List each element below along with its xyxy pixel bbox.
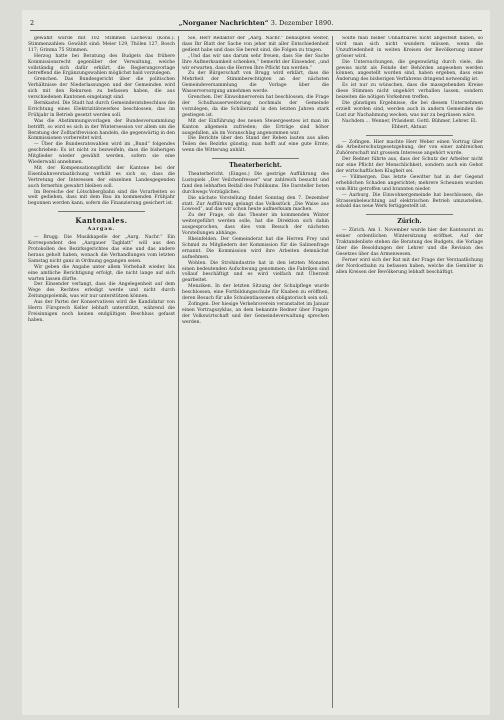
article-paragraph: Sollte man bisher Unhaltbares nicht abgestellt haben, so wird man sich nicht wundern müssen, wenn die Unzufriedenheit in weiten Kreisen der Bevölkerung immer grösser wird.	[336, 36, 483, 59]
section-separator	[366, 135, 453, 136]
article-paragraph: Herzog hatte bei Beratung des Budgets das frühere Kommissionsrecht gegenüber der Verwaltung, welche vollständig sich dafür erklärt, die Regierungsvorlage betreffend die Ergänzungswahlen möglichst bald vorzulegen.	[28, 53, 175, 77]
section-title: Kantonales.	[75, 216, 128, 226]
article-paragraph: Die Untersuchungen, die gegenwärtig durch viele, die gewiss nicht als Feinde der Behörden angesehen werden können, angestellt worden sind, haben ergeben, dass eine Änderung des bisherigen Verfahrens dringend notwendig ist.	[336, 59, 483, 83]
article-paragraph: — Villmergen. Das letzte Gewitter hat in der Gegend erheblichen Schaden angerichtet; mehrere Scheunen wurden vom Blitz getroffen und brannten nieder.	[336, 174, 483, 192]
article-paragraph: — Brugg. Die Musikkapelle der „Aarg. Nachr.“ Ein Korrespondent des „Aargauer Tagblatt“ will aus den Protokollen des Bezirksgerichtes das eine und das andere heraus geholt haben, wonach die Verhandlungen vom letzten Samstag nicht ganz in Ordnung gegangen seien.	[28, 235, 175, 264]
page-header	[30, 16, 482, 31]
article-paragraph: Zu der Bürgerschaft von Brugg wird erklärt, dass die Mehrheit der Stimmberechtigten an der nächsten Gemeindeversammlung die Vorlage über die Wasserversorgung annehmen werde.	[182, 71, 329, 95]
article-paragraph: Grenchen. Der Einwohnerverein hat beschlossen, die Frage der Schulhauserweiterung nochmals der Gemeinde vorzulegen, da die Schülerzahl in den letzten Jahren stark gestiegen ist.	[182, 95, 329, 118]
section-separator	[212, 158, 299, 159]
section-separator	[366, 214, 453, 215]
article-paragraph: Die günstigen Ergebnisse, die bei diesem Unternehmen erzielt worden sind, werden auch in andern Gemeinden die Lust zur Nachahmung wecken, was nur zu begrüssen wäre.	[336, 100, 483, 118]
newspaper-page	[22, 10, 490, 715]
masthead	[30, 16, 482, 30]
article-paragraph: Grenchen. Das Bundesgericht über die politischen Verhältnisse der Niederlassungen und der Gemeinden wird sich mit den Rekursen zu befassen haben, die aus verschiedenen Kantonen eingelangt sind.	[28, 77, 175, 101]
article-paragraph: Sie, Herr Redaktor der „Aarg. Nachr.“ behaupten weiter, dass Ihr Blatt der Sache von jeher mit aller Entschiedenheit gedient habe und dass Sie bereit sind, die Folgen zu tragen.	[182, 36, 329, 53]
article-paragraph: Zofingen. Der hiesige Verkehrsverein veranstaltet im Januar einen Vortragszyklus, an dem bekannte Redner über Fragen der Volkswirtschaft und der Gemeindeverwaltung sprechen werden.	[182, 301, 329, 325]
article-paragraph: Mit der Einführung des neuen Steuergesetzes ist man im Kanton allgemein zufrieden; die Erträge sind höher ausgefallen, als im Voranschlag angenommen war.	[182, 118, 329, 136]
article-paragraph: Theaterbericht. (Einges.) Die gestrige Aufführung des Lustspiels „Der Veilchenfresser“ war zahlreich besucht und fand den lebhaften Beifall des Publikums. Die Darsteller boten durchwegs Vorzügliches.	[182, 172, 329, 195]
column-divider	[178, 36, 179, 708]
article-paragraph: Der Einsender verlangt, dass die Angelegenheit auf dem Wege des Rechtes erledigt werde und nicht durch Zeitungspolemik, was wir nur unterstützen können.	[28, 282, 175, 300]
article-paragraph: Ferner wird sich der Rat mit der Frage der Verstaatlichung der Nordostbahn zu befassen haben, welche die Gemüter in allen Kreisen der Bevölkerung lebhaft beschäftigt.	[336, 257, 483, 275]
article-paragraph: Mit der Kompensationspflicht der Kantone bei der Eisenbahnverstaatlichung verhält es sich so, dass die Vertretung der Interessen der einzelnen Landesgegenden auch fernerhin gewahrt bleiben soll.	[28, 165, 175, 189]
article-paragraph: „Und das wir uns darum sehr freuen, dass Sie der Sache Ihre Aufmerksamkeit schenken,“ bemerkt der Einsender, „und wir erwarten, dass die Herren Ihre Pflicht tun werden.“	[182, 53, 329, 71]
article-paragraph: Aus der Partei der Konservativen wird die Kandidatur von Herrn Fürsprech Keller lebhaft unterstützt, während die Freisinnigen noch keinen endgültigen Beschluss gefasst haben.	[28, 300, 175, 323]
sub-section-title: Theaterbericht.	[229, 162, 282, 170]
article-paragraph: Im Bereiche der Lötschbergbahn sind die Vorarbeiten so weit gediehen, dass mit dem Bau im kommenden Frühjahr begonnen werden kann, sofern die Finanzierung gesichert ist.	[28, 189, 175, 207]
article-paragraph: — Zürich. Am 1. November wurde hier der Kantonsrat zu seiner ordentlichen Wintersitzung eröffnet. Auf der Traktandenliste stehen die Beratung des Budgets, die Vorlage über die Besoldungen der Lehrer und die Revision des Gesetzes über das Armenwesen.	[336, 228, 483, 257]
sub-section-title: Zürich.	[397, 218, 422, 226]
column-divider	[332, 36, 333, 708]
article-paragraph: Menziken. In der letzten Sitzung der Schulpflege wurde beschlossen, eine Fortbildungsschule für Knaben zu eröffnen, deren Besuch für alle Schulentlassenen obligatorisch sein soll.	[182, 284, 329, 302]
article-paragraph: Was die Abstimmungsvorlagen der Bundesversammlung betrifft, so wird es sich in der Wintersession vor allem um die Beratung der Zolltarifrevision handeln, die gegenwärtig in den Kommissionen vorbereitet wird.	[28, 118, 175, 142]
article-paragraph: — Über die Bundesratswahlen wird im „Bund“ folgendes geschrieben: Es ist nicht zu bezweifeln, dass die bisherigen Mitglieder wieder gewählt werden, sofern sie eine Wiederwahl annehmen.	[28, 142, 175, 166]
article-paragraph: gewählt wurde mit 102 Stimmen Lacheval (Kons.). Stimmenzahlen: Gewählt sind: Meier 129, Thölen 127, Bosch 117; Grinma 75 Stimmen.	[28, 36, 175, 53]
article-paragraph: Es ist nur zu wünschen, dass die massgebenden Kreise diese Stimmen nicht ungehört verhallen lassen, sondern beizeiten die nötigen Vorkehren treffen.	[336, 83, 483, 101]
article-paragraph: Bernkastel. Die Stadt hat durch Gemeinderatsbeschluss die Errichtung eines Elektrizitätswerkes beschlossen, das im Frühjahr in Betrieb gesetzt werden soll.	[28, 100, 175, 118]
article-paragraph: Die Berichte über den Stand der Reben lauten aus allen Teilen des Bezirks günstig; man hofft auf eine gute Ernte, wenn die Witterung anhält.	[182, 136, 329, 154]
article-paragraph: Zu der Frage, ob das Theater im kommenden Winter weitergeführt werden solle, hat die Direktion sich dahin ausgesprochen, dass dies vom Besuch der nächsten Vorstellungen abhänge.	[182, 213, 329, 237]
column-2	[182, 36, 329, 708]
article-paragraph: Wir geben die Angabe unter allem Vorbehalt wieder, bis eine amtliche Berichtigung erfolgt, die nicht lange auf sich warten lassen dürfte.	[28, 264, 175, 282]
signature-line: Nachdem ... Wenner, Präsident. Gottl. Bühmer, Lehrer. El. Ebbert, Aktuar.	[341, 118, 478, 130]
masthead-title: „Norganer Nachrichten“	[178, 19, 269, 27]
section-dateline: Aargau.	[87, 226, 116, 233]
page-number: 2	[30, 19, 35, 27]
column-3	[336, 36, 483, 708]
issue-date: 3. Dezember 1890.	[270, 19, 334, 27]
article-paragraph: Wohlen. Die Strohindustrie hat in den letzten Monaten einen bedeutenden Aufschwung genommen; die Fabriken sind vollauf beschäftigt und es wird vielfach mit Überzeit gearbeitet.	[182, 260, 329, 284]
article-paragraph: — Zofingen. Hier machte Herr Weber einen Vortrag über die Arbeiterschutzgesetzgebung, der von einer zahlreichen Zuhörerschaft mit grossem Interesse angehört wurde.	[336, 139, 483, 157]
article-paragraph: Der Redner führte aus, dass der Schutz der Arbeiter nicht nur eine Pflicht der Menschlichkeit, sondern auch ein Gebot der wirtschaftlichen Klugheit sei.	[336, 157, 483, 175]
article-paragraph: — Aarburg. Die Einwohnergemeinde hat beschlossen, die Strassenbeleuchtung auf elektrischen Betrieb umzustellen, sobald das neue Werk fertiggestellt ist.	[336, 192, 483, 210]
column-1	[28, 36, 175, 708]
section-separator	[58, 211, 145, 212]
article-paragraph: Die nächste Vorstellung findet Sonntag den 7. Dezember statt. Zur Aufführung gelangt das Volksstück „Die Waise aus Lowood“, auf das wir schon heute aufmerksam machen.	[182, 195, 329, 213]
article-paragraph: Rheinfelden. Der Gemeinderat hat die Herren Frey und Schmid zu Mitgliedern der Kommission für die Salinenfrage ernannt. Die Kommission wird ihre Arbeiten demnächst aufnehmen.	[182, 237, 329, 260]
